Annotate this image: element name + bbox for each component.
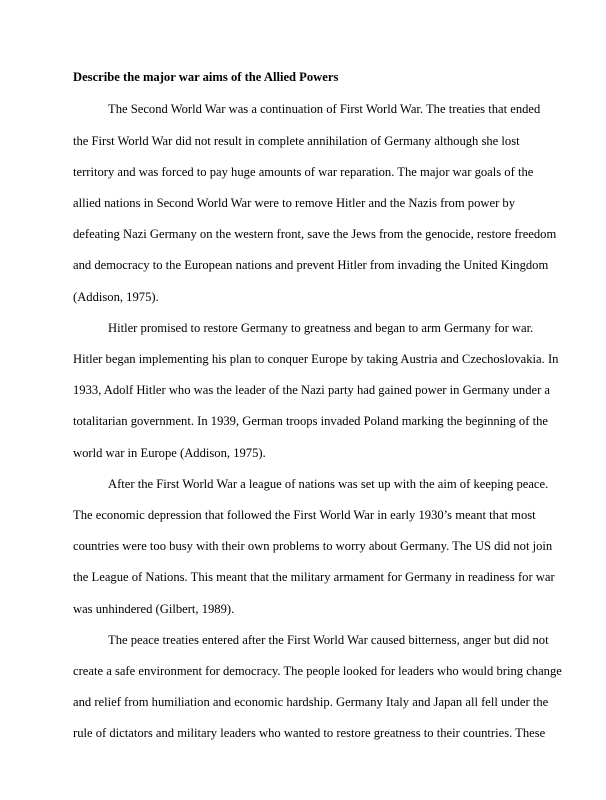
paragraph-4-line-4: rule of dictators and military leaders who wanted to restore greatness to their countries. These: [73, 726, 546, 740]
paragraph-2-line-1: Hitler promised to restore Germany to greatness and began to arm Germany for war.: [108, 321, 534, 335]
paragraph-1-line-6: and democracy to the European nations and prevent Hitler from invading the United Kingdom: [73, 258, 549, 272]
paragraph-1-line-4: allied nations in Second World War were to remove Hitler and the Nazis from power by: [73, 196, 516, 210]
paragraph-1-line-3: territory and was forced to pay huge amounts of war reparation. The major war goals of the: [73, 165, 534, 179]
paragraph-2-line-2: Hitler began implementing his plan to conquer Europe by taking Austria and Czechoslovakia. In: [73, 352, 559, 366]
paragraph-4-line-3: and relief from humiliation and economic hardship. Germany Italy and Japan all fell under the: [73, 695, 549, 709]
paragraph-4-line-2: create a safe environment for democracy. The people looked for leaders who would bring change: [73, 664, 562, 678]
paragraph-4-line-1: The peace treaties entered after the First World War caused bitterness, anger but did not: [108, 633, 549, 647]
paragraph-1-line-2: the First World War did not result in complete annihilation of Germany although she lost: [73, 134, 520, 148]
paragraph-3-line-2: The economic depression that followed the First World War in early 1930’s meant that most: [73, 508, 536, 522]
paragraph-3-line-1: After the First World War a league of nations was set up with the aim of keeping peace.: [108, 477, 549, 491]
paragraph-3-line-5: was unhindered (Gilbert, 1989).: [73, 602, 235, 616]
paragraph-2-line-3: 1933, Adolf Hitler who was the leader of the Nazi party had gained power in Germany under a: [73, 383, 551, 397]
paragraph-3-line-4: the League of Nations. This meant that the military armament for Germany in readiness for war: [73, 570, 555, 584]
paragraph-1-line-5: defeating Nazi Germany on the western front, save the Jews from the genocide, restore freedom: [73, 227, 557, 241]
paragraph-1-line-7: (Addison, 1975).: [73, 290, 159, 304]
paragraph-3-line-3: countries were too busy with their own problems to worry about Germany. The US did not join: [73, 539, 553, 553]
paragraph-1-line-1: The Second World War was a continuation of First World War. The treaties that ended: [108, 102, 541, 116]
paragraph-2-line-4: totalitarian government. In 1939, German troops invaded Poland marking the beginning of the: [73, 414, 548, 428]
paragraph-2-line-5: world war in Europe (Addison, 1975).: [73, 446, 266, 460]
document-title: Describe the major war aims of the Allied Powers: [73, 70, 339, 84]
